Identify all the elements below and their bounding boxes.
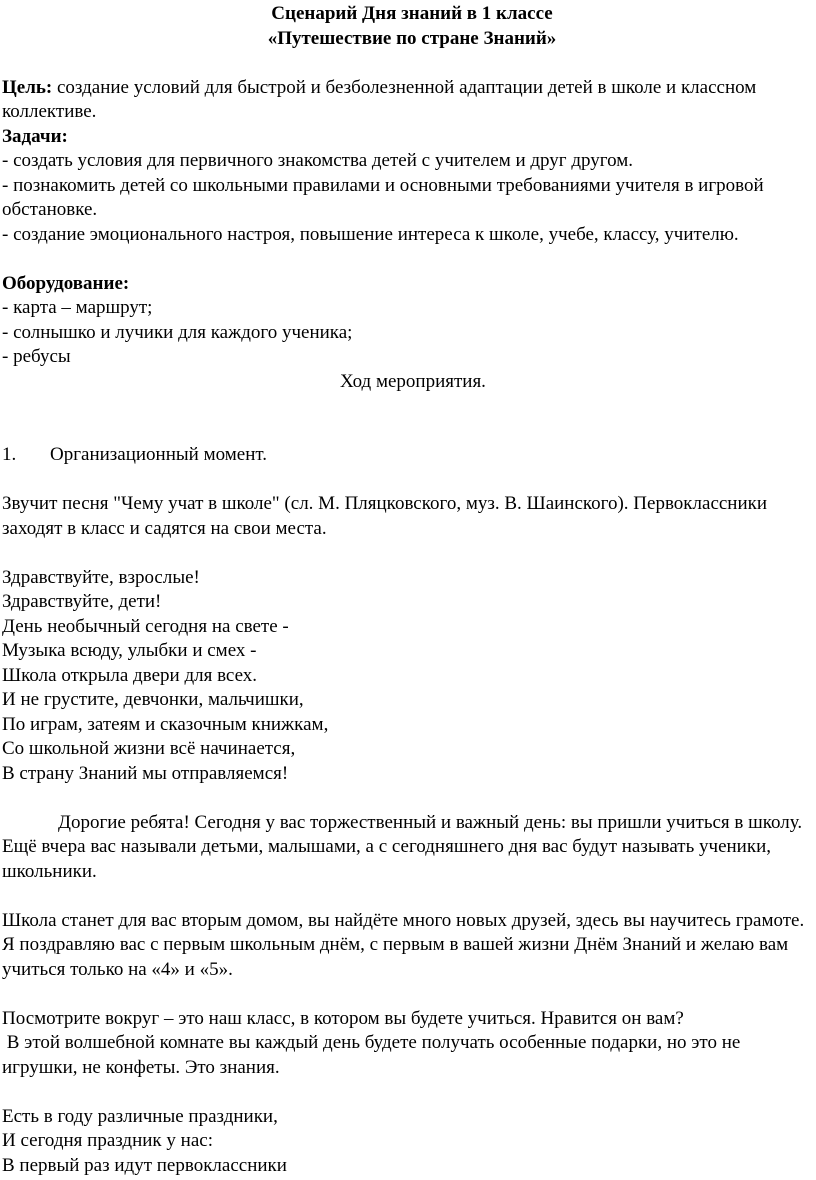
poem-1-line: День необычный сегодня на свете - <box>2 615 289 637</box>
tasks-label: Задачи: <box>2 125 68 147</box>
task-item: - создание эмоционального настроя, повышение интереса к школе, учебе, классу, учителю. <box>2 223 739 245</box>
equipment-label: Оборудование: <box>2 272 130 294</box>
section-1-title: Организационный момент. <box>50 444 267 465</box>
poem-2-line: В первый раз идут первоклассники <box>2 1154 287 1176</box>
poem-1-line: В страну Знаний мы отправляемся! <box>2 762 289 784</box>
paragraph-1: Дорогие ребята! Сегодня у вас торжественный и важный день: вы пришли учиться в школу. Ещё вчера вас называли детьми, малышами, а с сегодняшнего дня вас будут называть ученики, школьники. <box>2 811 803 882</box>
title-line-1: Сценарий Дня знаний в 1 классе <box>271 3 553 24</box>
equipment-item: - ребусы <box>2 346 71 367</box>
poem-1-line: Здравствуйте, дети! <box>2 591 162 612</box>
section-1-heading <box>2 443 814 468</box>
poem-1-line: По играм, затеям и сказочным книжкам, <box>2 713 329 735</box>
equipment-item: - солнышко и лучики для каждого ученика; <box>2 321 353 343</box>
task-item: - создать условия для первичного знакомства детей с учителем и друг другом. <box>2 150 633 171</box>
poem-2-line: Есть в году различные праздники, <box>2 1105 278 1127</box>
song-paragraph: Звучит песня "Чему учат в школе" (сл. М. Пляцковского, муз. В. Шаинского). Первоклассники заходят в класс и садятся на свои места. <box>2 493 768 539</box>
poem-1-line: Здравствуйте, взрослые! <box>2 566 200 588</box>
poem-1-line: Музыка всюду, улыбки и смех - <box>2 640 257 661</box>
goal-text: создание условий для быстрой и безболезненной адаптации детей в школе и классном коллективе. <box>2 76 757 122</box>
section-1-number: 1. <box>2 444 17 465</box>
goal-paragraph <box>2 76 814 125</box>
poem-2-line: И сегодня праздник у нас: <box>2 1130 213 1151</box>
poem-1-line: И не грустите, девчонки, мальчишки, <box>2 689 304 710</box>
document-content <box>2 2 814 1178</box>
equipment-item: - карта – маршрут; <box>2 297 153 318</box>
event-heading: Ход мероприятия. <box>340 370 486 392</box>
paragraph-3-line-2: В этой волшебной комнате вы каждый день будете получать особенные подарки, но это не игрушки, не конфеты. Это знания. <box>2 1032 746 1078</box>
task-item: - познакомить детей со школьными правилами и основными требованиями учителя в игровой обстановке. <box>2 174 764 220</box>
poem-1-line: Школа открыла двери для всех. <box>2 664 258 686</box>
goal-label: Цель: <box>2 76 53 98</box>
paragraph-3-line-1: Посмотрите вокруг – это наш класс, в котором вы будете учиться. Нравится он вам? <box>2 1007 684 1029</box>
title-line-2: «Путешествие по стране Знаний» <box>267 27 557 49</box>
paragraph-2: Школа станет для вас вторым домом, вы найдёте много новых друзей, здесь вы научитесь грамоте. Я поздравляю вас с первым школьным днём, с первым в вашей жизни Днём Знаний и желаю вам учиться только на «4» и «5». <box>2 909 805 980</box>
poem-1-line: Со школьной жизни всё начинается, <box>2 738 296 759</box>
